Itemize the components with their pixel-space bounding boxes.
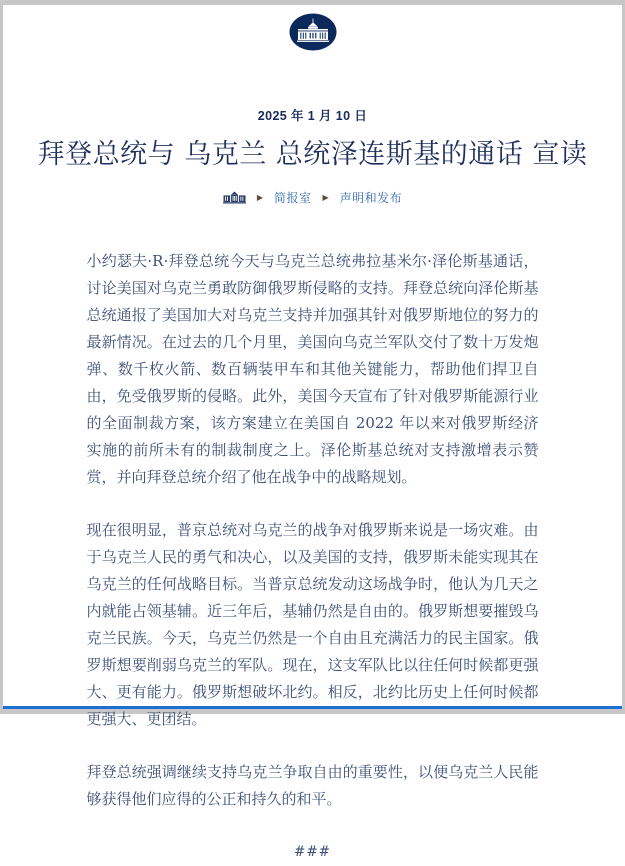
article-body: [87, 248, 539, 866]
white-house-home-icon[interactable]: [223, 191, 246, 204]
breadcrumb-link-statements-releases[interactable]: 声明和发布: [339, 191, 403, 205]
article-paragraph: 拜登总统强调继续支持乌克兰争取自由的重要性，以便乌克兰人民能够获得他们应得的公正和持久的和平。: [86, 763, 539, 808]
breadcrumb-separator-icon: ▶: [256, 192, 263, 202]
breadcrumb: [3, 189, 622, 206]
white-house-building-icon: [223, 191, 246, 204]
page-title: 拜登总统与 乌克兰 总统泽连斯基的通话 宣读: [37, 139, 588, 170]
end-mark: ###: [294, 844, 331, 860]
breadcrumb-separator-icon: ▶: [322, 192, 329, 202]
white-house-seal-logo[interactable]: [289, 13, 337, 51]
header: [3, 5, 622, 56]
bottom-accent-bar: [3, 706, 622, 709]
article-date: 2025 年 1 月 10 日: [257, 109, 368, 123]
white-house-seal-icon: [289, 13, 337, 51]
breadcrumb-link-briefing-room[interactable]: 简报室: [273, 191, 312, 205]
article-paragraph: 现在很明显，普京总统对乌克兰的战争对俄罗斯来说是一场灾难。由于乌克兰人民的勇气和决心，以及美国的支持，俄罗斯未能实现其在乌克兰的任何战略目标。当普京总统发动这场战争时，他认为几天之内就能占领基辅。近三年后，基辅仍然是自由的。俄罗斯想要摧毁乌克兰民族。今天，乌克兰仍然是一个自由且充满活力的民主国家。俄罗斯想要削弱乌克兰的军队。现在，这支军队比以往任何时候都更强大、更有能力。俄罗斯想破坏北约。相反，北约比历史上任何时候都更强大、更团结。: [86, 521, 539, 728]
article-paragraph: 小约瑟夫·R·拜登总统今天与乌克兰总统弗拉基米尔·泽伦斯基通话，讨论美国对乌克兰勇敢防御俄罗斯侵略的支持。拜登总统向泽伦斯基总统通报了美国加大对乌克兰支持并加强其针对俄罗斯地位的努力的最新情况。在过去的几个月里，美国向乌克兰军队交付了数十万发炮弹、数千枚火箭、数百辆装甲车和其他关键能力，帮助他们捍卫自由，免受俄罗斯的侵略。此外，美国今天宣布了针对俄罗斯能源行业的全面制裁方案，该方案建立在美国自 2022 年以来对俄罗斯经济实施的前所未有的制裁制度之上。泽伦斯基总统对支持激增表示赞赏，并向拜登总统介绍了他在战争中的战略规划。: [86, 252, 539, 486]
